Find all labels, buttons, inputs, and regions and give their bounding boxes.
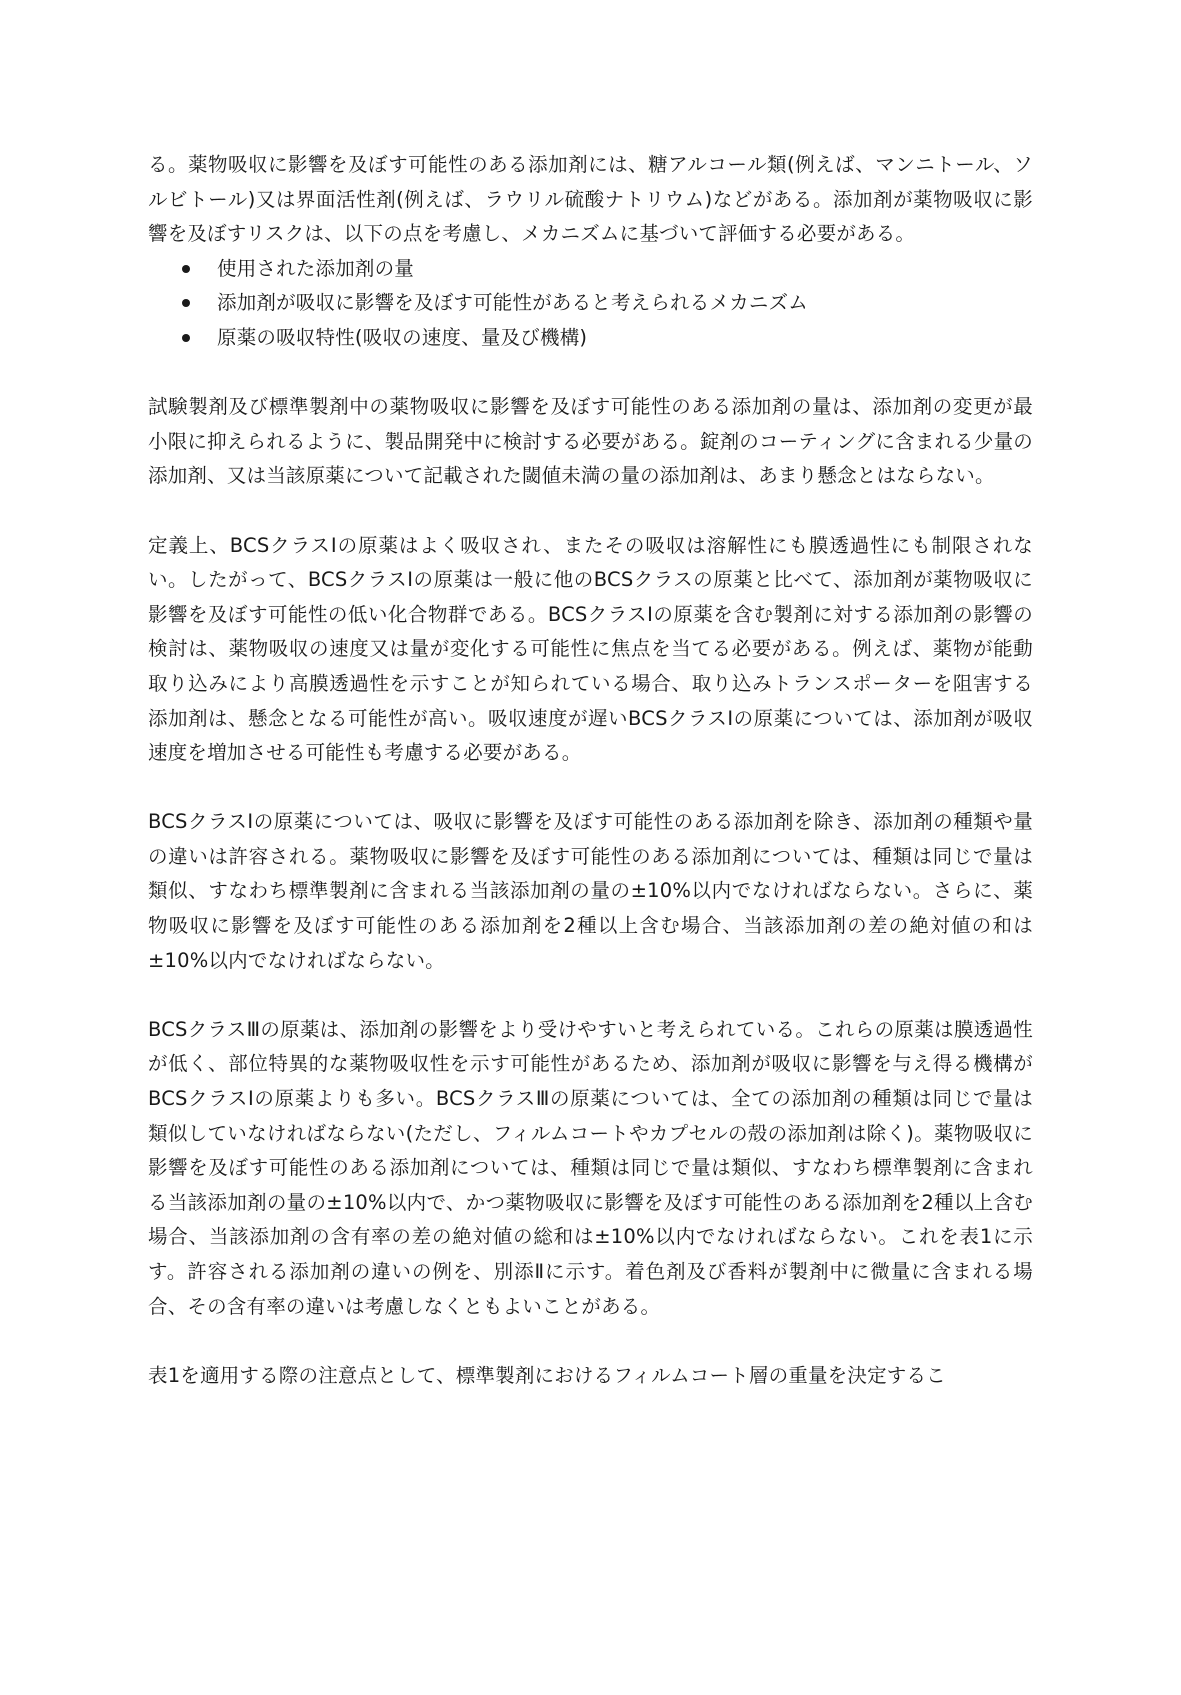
bullet-list-risk-factors <box>148 252 1033 356</box>
paragraph-spacer <box>148 771 1033 806</box>
paragraph-bcs-class-3: BCSクラスⅢの原薬は、添加剤の影響をより受けやすいと考えられている。これらの原薬は膜透過性が低く、部位特異的な薬物吸収性を示す可能性があるため、添加剤が吸収に影響を与え得る機構がBCSクラスⅠの原薬よりも多い。BCSクラスⅢの原薬については、全ての添加剤の種類は同じで量は類似していなければならない(ただし、フィルムコートやカプセルの殻の添加剤は除く)。薬物吸収に影響を及ぼす可能性のある添加剤については、種類は同じで量は類似、すなわち標準製剤に含まれる当該添加剤の量の±10%以内で、かつ薬物吸収に影響を及ぼす可能性のある添加剤を2種以上含む場合、当該添加剤の含有率の差の絶対値の総和は±10%以内でなければならない。これを表1に示す。許容される添加剤の違いの例を、別添Ⅱに示す。着色剤及び香料が製剤中に微量に含まれる場合、その含有率の違いは考慮しなくともよいことがある。 <box>148 1017 1033 1318</box>
bullet-dot-icon <box>182 299 190 307</box>
bullet-dot-icon <box>182 334 190 342</box>
bullet-text: 使用された添加剤の量 <box>217 256 415 280</box>
paragraph-spacer <box>148 978 1033 1013</box>
bullet-item-amount <box>148 252 1033 287</box>
paragraph-table-1-note: 表1を適用する際の注意点として、標準製剤におけるフィルムコート層の重量を決定するこ <box>148 1363 946 1387</box>
paragraph-bcs-class-1-definition: 定義上、BCSクラスⅠの原薬はよく吸収され、またその吸収は溶解性にも膜透過性にも制限されない。したがって、BCSクラスⅠの原薬は一般に他のBCSクラスの原薬と比べて、添加剤が薬物吸収に影響を及ぼす可能性の低い化合物群である。BCSクラスⅠの原薬を含む製剤に対する添加剤の影響の検討は、薬物吸収の速度又は量が変化する可能性に焦点を当てる必要がある。例えば、薬物が能動取り込みにより高膜透過性を示すことが知られている場合、取り込みトランスポーターを阻害する添加剤は、懸念となる可能性が高い。吸収速度が遅いBCSクラスⅠの原薬については、添加剤が吸収速度を増加させる可能性も考慮する必要がある。 <box>148 533 1033 765</box>
bullet-dot-icon <box>182 265 190 273</box>
paragraph-bcs-class-1-differences: BCSクラスⅠの原薬については、吸収に影響を及ぼす可能性のある添加剤を除き、添加剤の種類や量の違いは許容される。薬物吸収に影響を及ぼす可能性のある添加剤については、種類は同じで量は類似、すなわち標準製剤に含まれる当該添加剤の量の±10%以内でなければならない。さらに、薬物吸収に影響を及ぼす可能性のある添加剤を2種以上含む場合、当該添加剤の差の絶対値の和は±10%以内でなければならない。 <box>148 810 1033 972</box>
paragraph-spacer <box>148 1324 1033 1359</box>
bullet-text: 原薬の吸収特性(吸収の速度、量及び機構) <box>217 325 588 349</box>
bullet-item-absorption-properties <box>148 321 1033 356</box>
document-page <box>148 148 1033 1393</box>
paragraph-excipient-intro: る。薬物吸収に影響を及ぼす可能性のある添加剤には、糖アルコール類(例えば、マンニトール、ソルビトール)又は界面活性剤(例えば、ラウリル硫酸ナトリウム)などがある。添加剤が薬物吸収に影響を及ぼすリスクは、以下の点を考慮し、メカニズムに基づいて評価する必要がある。 <box>148 153 1033 246</box>
paragraph-spacer <box>148 356 1033 391</box>
paragraph-excipient-amount: 試験製剤及び標準製剤中の薬物吸収に影響を及ぼす可能性のある添加剤の量は、添加剤の変更が最小限に抑えられるように、製品開発中に検討する必要がある。錠剤のコーティングに含まれる少量の添加剤、又は当該原薬について記載された閾値未満の量の添加剤は、あまり懸念とはならない。 <box>148 395 1033 488</box>
bullet-text: 添加剤が吸収に影響を及ぼす可能性があると考えられるメカニズム <box>217 291 809 315</box>
paragraph-spacer <box>148 494 1033 529</box>
bullet-item-mechanism <box>148 286 1033 321</box>
